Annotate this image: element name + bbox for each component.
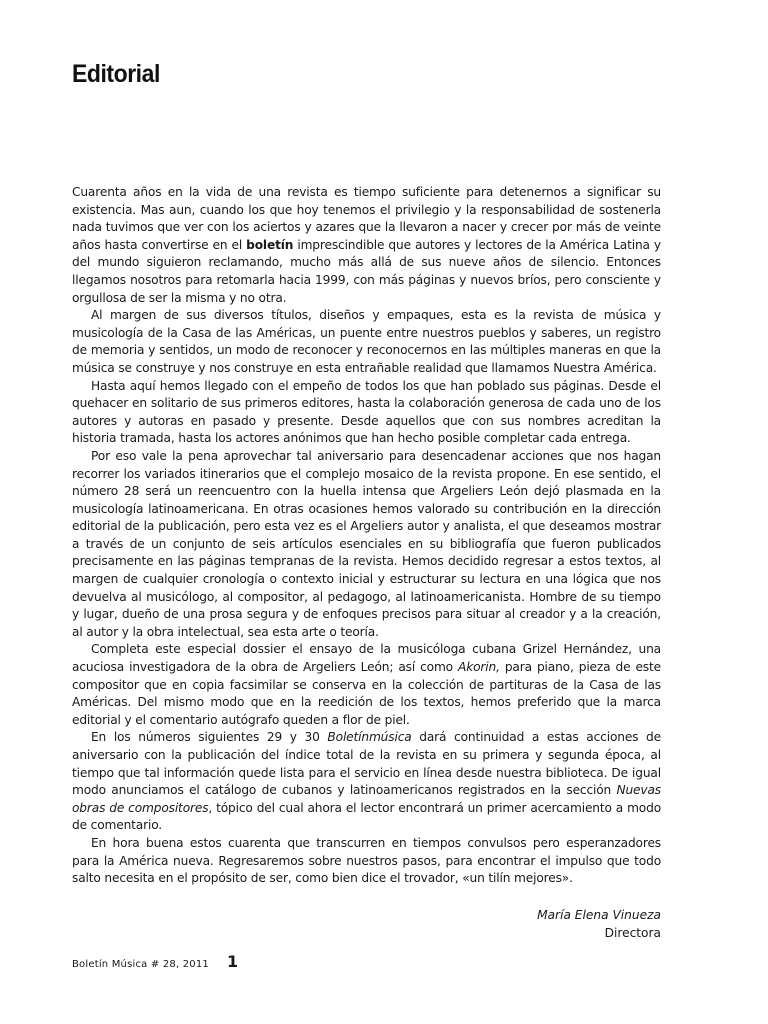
paragraph-text: Completa este especial dossier el ensayo de la musicóloga cubana Grizel Hernández, una acuciosa investigadora de la obra de Argeliers León; así como <box>72 642 661 675</box>
paragraph <box>72 307 661 377</box>
paragraph-text: En hora buena estos cuarenta que transcurren en tiempos convulsos pero esperanzadores para la América nueva. Regresaremos sobre nuestros pasos, para encontrar el impulso que todo salto necesita en el propósito de ser, como bien dice el trovador, «un tilín mejores». <box>72 835 661 886</box>
journal-label: Boletín Música # 28, 2011 <box>72 959 209 970</box>
paragraph-text: dará continuidad a estas acciones de aniversario con la publicación del índice total de la revista en su primera y segunda época, al tiempo que tal información quede lista para el servicio en línea desde nuestra biblioteca. De igual modo anunciamos el catálogo de cubanos y latinoamericanos registrados en la sección <box>72 730 661 798</box>
page-footer <box>72 952 238 971</box>
paragraph-text: para piano, pieza de este compositor que en copia facsimilar se conserva en la colección de partituras de la Casa de las Américas. Del mismo modo que en la reedición de los textos, hemos preferido que la marca editorial y el comentario autógrafo queden a flor de piel. <box>72 660 661 727</box>
bold-text: boletín <box>246 237 294 252</box>
page-title: Editorial <box>72 60 160 88</box>
author-name: María Elena Vinueza <box>537 908 661 922</box>
paragraph-text: En los números siguientes 29 y 30 <box>91 730 328 745</box>
paragraph-text: , tópico del cual ahora el lector encontrará un primer acercamiento a modo de comentario. <box>72 800 662 833</box>
italic-text: Nuevas obras de compositores <box>72 783 661 815</box>
signature-block <box>537 907 661 942</box>
paragraph <box>72 448 661 642</box>
paragraph <box>72 729 661 835</box>
page-number: 1 <box>226 952 239 971</box>
paragraph <box>72 184 661 307</box>
paragraph <box>72 641 661 729</box>
author-role: Directora <box>604 925 661 940</box>
editorial-body <box>72 184 661 888</box>
italic-text: Akorin, <box>458 660 500 675</box>
paragraph-text: Por eso vale la pena aprovechar tal aniversario para desencadenar acciones que nos hagan recorrer los variados itinerarios que el complejo mosaico de la revista propone. En ese sentido, el número 28 será un reencuentro con la huella intensa que Argeliers León dejó plasmada en la musicología latinoamericana. En otras ocasiones hemos valorado su contribución en la dirección editorial de la publicación, pero esta vez es el Argeliers autor y analista, el que deseamos mostrar a través de un conjunto de seis artículos esenciales en su bibliografía que fueron publicados precisamente en las páginas tempranas de la revista. Hemos decidido regresar a estos textos, al margen de cualquier cronología o contexto inicial y estructurar su lectura en una lógica que nos devuelva al musicólogo, al compositor, al pedagogo, al latinoamericanista. Hombre de su tiempo y lugar, dueño de una prosa segura y de enfoques precisos para situar al creador y a la creación, al autor y la obra intelectual, sea esta arte o teoría. <box>72 448 661 639</box>
paragraph-text: Hasta aquí hemos llegado con el empeño de todos los que han poblado sus páginas. Desde el quehacer en solitario de sus primeros editores, hasta la colaboración generosa de cada uno de los autores y autoras en pasado y presente. Desde aquellos que con sus nombres acreditan la historia tramada, hasta los actores anónimos que han hecho posible completar cada entrega. <box>72 378 661 446</box>
paragraph-text: Cuarenta años en la vida de una revista es tiempo suficiente para detenernos a significar su existencia. Mas aun, cuando los que hoy tenemos el privilegio y la responsabilidad de sostenerla nada tuvimos que ver con los aciertos y azares que la llevaron a nacer y crecer por más de veinte años hasta convertirse en el <box>72 185 661 252</box>
paragraph <box>72 835 661 888</box>
paragraph-text: Al margen de sus diversos títulos, diseños y empaques, esta es la revista de música y musicología de la Casa de las Américas, un puente entre nuestros pueblos y saberes, un registro de memoria y sentidos, un modo de reconocer y reconocernos en las múltiples maneras en que la música se construye y nos construye en esta entrañable realidad que llamamos Nuestra América. <box>72 308 661 375</box>
paragraph-text: imprescindible que autores y lectores de la América Latina y del mundo siguieron reclamando, mucho más allá de sus nueve años de silencio. Entonces llegamos nosotros para retomarla hacia 1999, con más páginas y nuevos bríos, pero consciente y orgullosa de ser la misma y no otra. <box>72 237 661 305</box>
paragraph <box>72 378 661 448</box>
italic-text: Boletínmúsica <box>327 730 412 745</box>
